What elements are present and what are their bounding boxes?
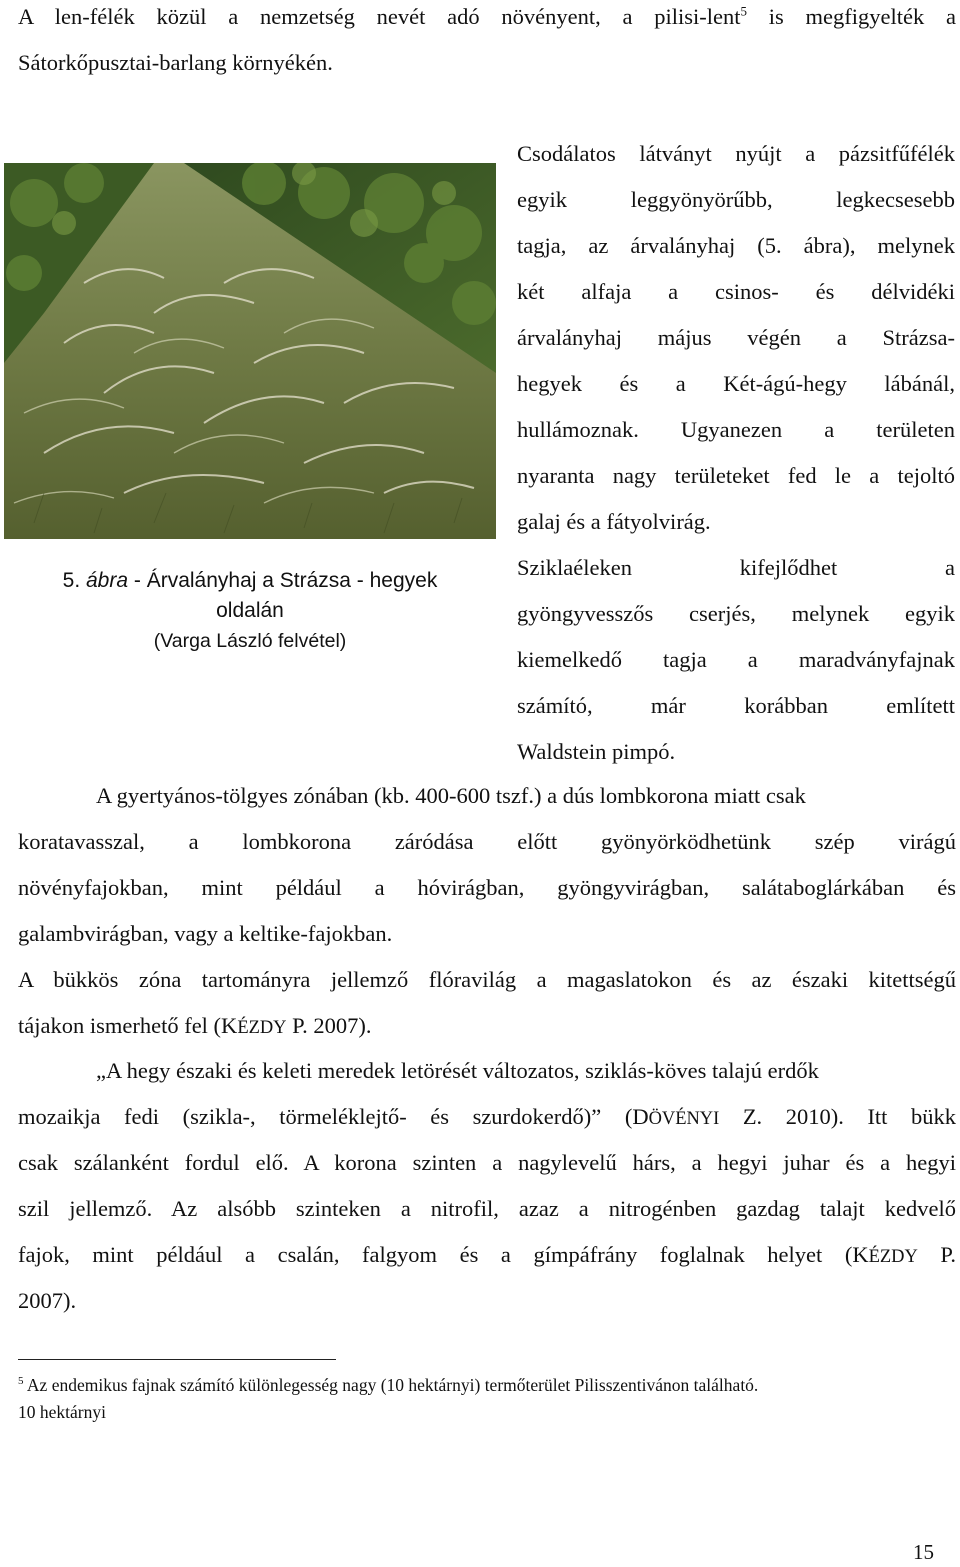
- body-line: növényfajokban, mint például a hóvirágban, gyöngyvirágban, salátaboglárkában és: [18, 875, 956, 900]
- right-line: árvalányhaj május végén a Strázsa-: [517, 325, 955, 350]
- body-line: galambvirágban, vagy a keltike-fajokban.: [18, 921, 393, 946]
- right-line: kiemelkedő tagja a maradványfajnak: [517, 647, 955, 672]
- photo-credit: (Varga László felvétel): [153, 630, 347, 652]
- feather-grass-photo: [4, 163, 496, 539]
- footnote-reference[interactable]: 5: [740, 3, 748, 19]
- paragraph-quote: [18, 1048, 956, 1324]
- body-line: „A hegy északi és keleti meredek letörését változatos, sziklás-köves talajú erdők: [96, 1058, 819, 1083]
- footnote-separator: [18, 1359, 336, 1360]
- page-number: 15: [913, 1540, 934, 1564]
- footnote-line-1: $^5$ Az endemikus fajnak számító különlegesség nagy (10 hektárnyi) termőterület Pilisszentivánon található.: [18, 1375, 759, 1395]
- body-line: A gyertyános-tölgyes zónában (kb. 400-600 tszf.) a dús lombkorona miatt csak: [96, 783, 806, 808]
- intro-line-2: Sátorkőpusztai-barlang környékén.: [18, 50, 333, 75]
- footnote-line-2: 10 hektárnyi: [18, 1402, 106, 1422]
- body-line: fajok, mint például a csalán, falgyom és a gímpáfrány foglalnak helyet (KÉZDY P.: [18, 1242, 956, 1267]
- body-line: tájakon ismerhető fel (KÉZDY P. 2007).: [18, 1013, 372, 1038]
- body-line: 2007).: [18, 1288, 77, 1313]
- right-line: hullámoznak. Ugyanezen a területen: [517, 417, 955, 442]
- right-column-text: [517, 131, 955, 775]
- body-line: koratavasszal, a lombkorona záródása előtt gyönyörködhetünk szép virágú: [18, 829, 956, 854]
- intro-paragraph: [18, 0, 956, 86]
- caption-line-1: 5. ábra - Árvalányhaj a Strázsa - hegyek: [62, 569, 438, 592]
- right-line: Sziklaéleken kifejlődhet a: [517, 555, 955, 580]
- body-line: csak szálanként fordul elő. A korona szinten a nagylevelű hárs, a hegyi juhar és a hegyi: [18, 1150, 956, 1175]
- figure-caption: [4, 566, 496, 656]
- right-line: Waldstein pimpó.: [517, 739, 676, 764]
- caption-line-2: oldalán: [216, 599, 284, 622]
- right-line: tagja, az árvalányhaj (5. ábra), melynek: [517, 233, 955, 258]
- right-line: egyik leggyönyörűbb, legkecsesebb: [517, 187, 955, 212]
- intro-line-1: A len-félék közül a nemzetség nevét adó növényent, a pilisi-lent$^5$ is megfigyelték a: [18, 3, 956, 29]
- paragraph-beech-zone: [18, 957, 956, 1049]
- footnote: [18, 1372, 956, 1426]
- right-line: gyöngyvesszős cserjés, melynek egyik: [517, 601, 955, 626]
- right-line: Csodálatos látványt nyújt a pázsitfűfélék: [517, 141, 955, 166]
- right-line: két alfaja a csinos- és délvidéki: [517, 279, 955, 304]
- photo-illustration: [4, 163, 496, 539]
- body-line: mozaikja fedi (szikla-, törmeléklejtő- és szurdokerdő)” (DÖVÉNYI Z. 2010). Itt bükk: [18, 1104, 957, 1129]
- right-line: nyaranta nagy területeket fed le a tejoltó: [517, 463, 955, 488]
- right-line: hegyek és a Két-ágú-hegy lábánál,: [517, 371, 955, 396]
- body-line: A bükkös zóna tartományra jellemző flóravilág a magaslatokon és az északi kitettségű: [18, 967, 956, 992]
- right-line: galaj és a fátyolvirág.: [517, 509, 711, 534]
- paragraph-hornbeam-oak: [18, 773, 956, 957]
- body-line: szil jellemző. Az alsóbb szinteken a nitrofil, azaz a nitrogénben gazdag talajt kedvelő: [18, 1196, 956, 1221]
- right-line: számító, már korábban említett: [517, 693, 955, 718]
